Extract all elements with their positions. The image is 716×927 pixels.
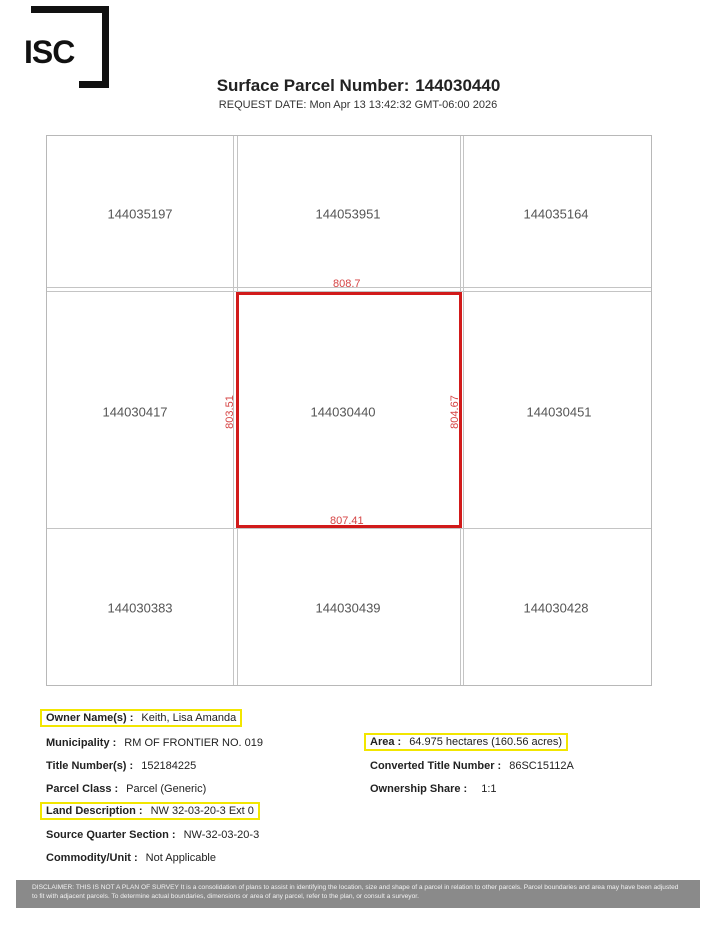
logo-text: ISC bbox=[24, 34, 75, 70]
title-number-value: 152184225 bbox=[141, 760, 197, 772]
parcel-label: 144030451 bbox=[526, 404, 592, 420]
ownership-share-label: Ownership Share : bbox=[370, 783, 468, 795]
ownership-share-row bbox=[370, 783, 497, 795]
source-quarter-value: NW-32-03-20-3 bbox=[183, 829, 260, 841]
commodity-label: Commodity/Unit : bbox=[46, 852, 138, 864]
parcel-label: 144035197 bbox=[107, 206, 173, 222]
dimension-left: 803.51 bbox=[224, 395, 236, 429]
converted-title-label: Converted Title Number : bbox=[370, 760, 502, 772]
grid-line bbox=[47, 528, 651, 529]
title-number-label: Title Number(s) : bbox=[46, 760, 134, 772]
converted-title-value: 86SC15112A bbox=[509, 760, 574, 772]
parcel-class-value: Parcel (Generic) bbox=[126, 783, 207, 795]
parcel-label: 144030383 bbox=[107, 600, 173, 616]
subject-parcel-boundary bbox=[236, 292, 462, 528]
parcel-class-row bbox=[46, 783, 206, 795]
subject-parcel-label: 144030440 bbox=[310, 404, 376, 420]
source-quarter-label: Source Quarter Section : bbox=[46, 829, 176, 841]
dimension-right: 804.67 bbox=[449, 395, 461, 429]
municipality-label: Municipality : bbox=[46, 737, 117, 749]
title-parcel-number: 144030440 bbox=[415, 76, 501, 95]
parcel-class-label: Parcel Class : bbox=[46, 783, 119, 795]
disclaimer-banner: DISCLAIMER: THIS IS NOT A PLAN OF SURVEY It is a consolidation of plans to assist in identifying the location, size and shape of a parcel in relation to other parcels. Parcel boundaries and area may have been adjusted to fit with adjacent parcels. To determine actual boundaries, dimensions or area of any parcel, refer to the plan, or consult a surveyor. bbox=[16, 880, 700, 908]
area-row bbox=[364, 733, 568, 751]
owner-value: Keith, Lisa Amanda bbox=[141, 712, 237, 724]
parcel-label: 144030428 bbox=[523, 600, 589, 616]
parcel-label: 144030439 bbox=[315, 600, 381, 616]
parcel-map bbox=[46, 135, 652, 686]
municipality-row bbox=[46, 737, 263, 749]
grid-line bbox=[463, 136, 464, 685]
source-quarter-row bbox=[46, 829, 259, 841]
dimension-bottom: 807.41 bbox=[330, 515, 364, 527]
area-value: 64.975 hectares (160.56 acres) bbox=[409, 736, 563, 748]
land-description-row bbox=[40, 802, 260, 820]
parcel-label: 144053951 bbox=[315, 206, 381, 222]
parcel-label: 144030417 bbox=[102, 404, 168, 420]
land-description-label: Land Description : bbox=[46, 805, 143, 817]
commodity-row bbox=[46, 852, 216, 864]
parcel-label: 144035164 bbox=[523, 206, 589, 222]
municipality-value: RM OF FRONTIER NO. 019 bbox=[124, 737, 264, 749]
page-title bbox=[0, 76, 716, 96]
owner-row bbox=[40, 709, 242, 727]
dimension-top: 808.7 bbox=[333, 278, 361, 290]
ownership-share-value: 1:1 bbox=[481, 783, 497, 795]
converted-title-row bbox=[370, 760, 574, 772]
owner-label: Owner Name(s) : bbox=[46, 712, 134, 724]
title-number-row bbox=[46, 760, 196, 772]
title-prefix: Surface Parcel Number: bbox=[216, 76, 410, 95]
land-description-value: NW 32-03-20-3 Ext 0 bbox=[150, 805, 254, 817]
request-date: REQUEST DATE: Mon Apr 13 13:42:32 GMT-06:00 2026 bbox=[218, 99, 498, 111]
commodity-value: Not Applicable bbox=[145, 852, 216, 864]
area-label: Area : bbox=[370, 736, 402, 748]
